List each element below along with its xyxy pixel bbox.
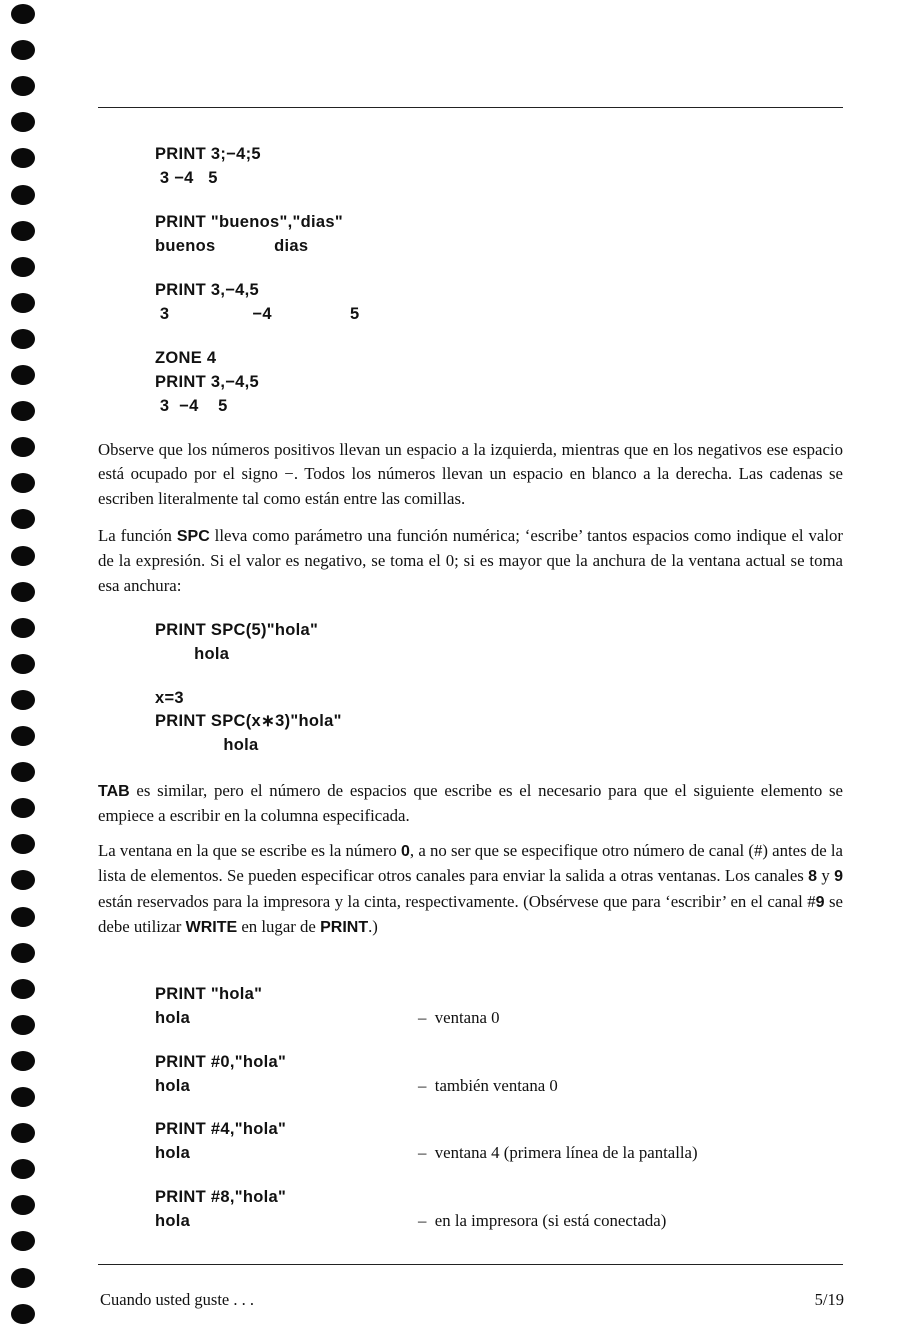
binder-hole — [11, 112, 35, 132]
binder-hole — [11, 148, 35, 168]
binder-hole — [11, 293, 35, 313]
text-span: .) — [368, 917, 378, 937]
output-line: hola — [155, 1009, 191, 1027]
binder-hole — [11, 437, 35, 457]
binder-hole — [11, 943, 35, 963]
binder-hole — [11, 726, 35, 746]
keyword: 9 — [834, 868, 844, 886]
keyword: 8 — [808, 868, 818, 886]
code-line: PRINT 3,−4,5 — [155, 373, 260, 391]
binder-hole — [11, 546, 35, 566]
binder-hole — [11, 907, 35, 927]
binder-hole — [11, 329, 35, 349]
binder-hole — [11, 365, 35, 385]
binder-hole — [11, 870, 35, 890]
binder-hole — [11, 185, 35, 205]
paragraph-channels — [98, 839, 843, 941]
code-line: ZONE 4 — [155, 349, 217, 367]
keyword: 9 — [815, 893, 825, 911]
text-span: y — [817, 866, 835, 886]
binder-hole — [11, 257, 35, 277]
code-line: PRINT #8,"hola" — [155, 1188, 287, 1206]
binder-hole — [11, 1051, 35, 1071]
footer-rule — [98, 1264, 843, 1265]
output-line: hola — [155, 1144, 191, 1162]
keyword-spc: SPC — [176, 528, 210, 545]
text-span: están reservados para la impresora y la cinta, respectivamente. (Obsérvese que para ‘escribir’ en el canal # — [98, 891, 816, 911]
binder-hole — [11, 1268, 35, 1288]
output-line: hola — [155, 645, 230, 663]
paragraph-tab — [98, 779, 843, 829]
paragraph-spc — [98, 524, 843, 598]
binder-hole — [11, 654, 35, 674]
binder-hole — [11, 221, 35, 241]
keyword-print: PRINT — [320, 919, 369, 937]
channel-note: – ventana 4 (primera línea de la pantalla) — [418, 1143, 698, 1162]
binder-hole — [11, 979, 35, 999]
binder-hole — [11, 690, 35, 710]
binder-hole — [11, 1087, 35, 1107]
binder-hole — [11, 1159, 35, 1179]
text-span: lleva como parámetro una función numérica; ‘escribe’ tantos espacios como indique el valor de la expresión. Si el valor es negativo, se toma el 0; si es mayor que la anchura de la ventana actual se toma esa anchura: — [98, 526, 843, 595]
binder-hole — [11, 76, 35, 96]
binder-hole — [11, 762, 35, 782]
keyword-tab: TAB — [98, 783, 130, 800]
binder-hole — [11, 1195, 35, 1215]
binder-hole — [11, 4, 35, 24]
binder-hole — [11, 618, 35, 638]
keyword-write: WRITE — [185, 919, 238, 937]
footer-title: Cuando usted guste . . . — [100, 1290, 254, 1309]
text-span: , a no ser que se especifique otro número de canal (#) antes de la lista de elementos. Se pueden especificar otros canales para enviar la salida a otras ventanas. Los canales — [98, 841, 844, 886]
binder-hole — [11, 401, 35, 421]
output-line: hola — [155, 736, 259, 754]
channel-note: – en la impresora (si está conectada) — [418, 1211, 667, 1230]
header-rule — [98, 107, 843, 108]
output-line: 3 −4 5 — [155, 305, 360, 323]
code-line: PRINT SPC(5)"hola" — [155, 621, 319, 639]
binder-hole — [11, 40, 35, 60]
output-line: hola — [155, 1077, 191, 1095]
binder-holes — [11, 0, 37, 1334]
code-line: PRINT 3;−4;5 — [155, 145, 261, 163]
text-span: en lugar de — [237, 917, 321, 937]
channel-note: – ventana 0 — [418, 1008, 500, 1027]
paragraph-signs: Observe que los números positivos llevan un espacio a la izquierda, mientras que en los negativos ese espacio está ocupado por el signo −. Todos los números llevan un espacio en blanco a la derecha. Las cadenas se escriben literalmente tal como están entre las comillas. — [98, 440, 843, 508]
page-number: 5/19 — [814, 1290, 844, 1309]
text-span: se debe utilizar — [98, 891, 843, 937]
binder-hole — [11, 798, 35, 818]
code-line: PRINT #0,"hola" — [155, 1053, 287, 1071]
binder-hole — [11, 1123, 35, 1143]
text-span: La ventana en la que se escribe es la número — [98, 841, 402, 860]
output-line: hola — [155, 1212, 191, 1230]
code-line: PRINT 3,−4,5 — [155, 281, 260, 299]
code-line: PRINT #4,"hola" — [155, 1120, 287, 1138]
binder-hole — [11, 834, 35, 854]
binder-hole — [11, 473, 35, 493]
binder-hole — [11, 509, 35, 529]
code-line: PRINT "buenos","dias" — [155, 213, 343, 231]
channel-note: – también ventana 0 — [418, 1076, 558, 1095]
code-line: PRINT SPC(x∗3)"hola" — [155, 712, 342, 730]
code-line: PRINT "hola" — [155, 985, 263, 1003]
binder-hole — [11, 1231, 35, 1251]
output-line: 3 −4 5 — [155, 169, 218, 187]
text-span: es similar, pero el número de espacios que escribe es el necesario para que el siguiente elemento se empiece a escribir en la columna especificada. — [98, 781, 843, 826]
code-line: x=3 — [155, 689, 184, 707]
output-line: 3 −4 5 — [155, 397, 228, 415]
binder-hole — [11, 1304, 35, 1324]
keyword: 0 — [401, 843, 410, 860]
text-span: La función — [98, 526, 177, 545]
binder-hole — [11, 582, 35, 602]
binder-hole — [11, 1015, 35, 1035]
output-line: buenos dias — [155, 237, 309, 255]
